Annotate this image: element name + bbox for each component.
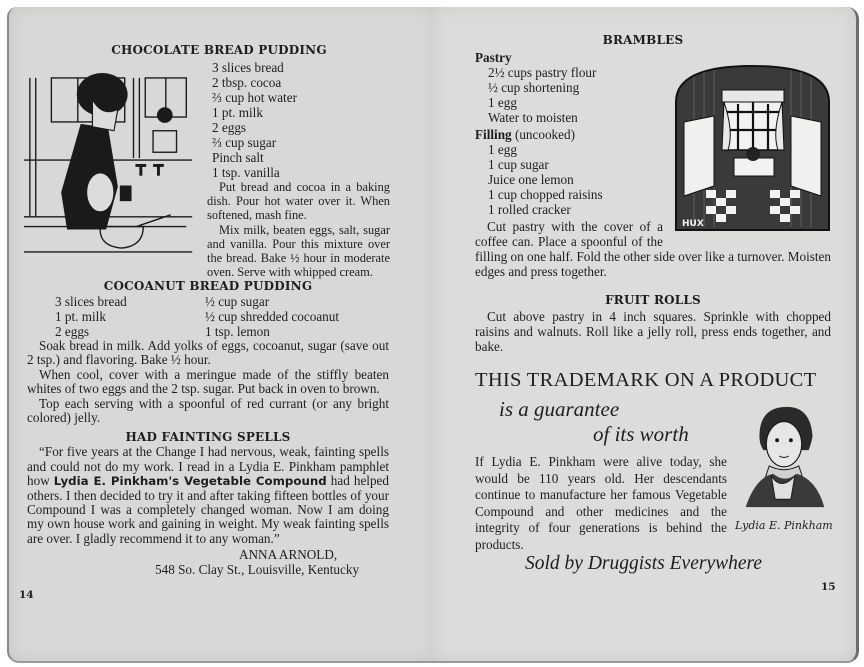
direction-paragraph: Top each serving with a spoonful of red currant (or any bright colored) jelly. bbox=[27, 395, 389, 426]
ingredient: 1 cup sugar bbox=[488, 157, 549, 172]
filling-note: (uncooked) bbox=[514, 127, 575, 142]
direction-paragraph: Put bread and cocoa in a baking dish. Pour hot water over it. When softened, mash fine. bbox=[207, 180, 390, 223]
chocolate-pudding-ingredients bbox=[207, 60, 390, 180]
filling-label: Filling bbox=[475, 127, 512, 142]
ingredient: 1 cup chopped raisins bbox=[488, 187, 603, 202]
cocoanut-ingredients-col2 bbox=[205, 294, 339, 339]
testimonial-text-part: “For five years at the Change I had nervous, weak, fainting spells and could not do my work. I read in a Lydia E. Pinkham pamphlet how bbox=[27, 444, 389, 489]
ingredient: ½ cup sugar bbox=[205, 294, 270, 309]
illustration-credit: HUX bbox=[682, 219, 704, 229]
chocolate-pudding-title: CHOCOLATE BREAD PUDDING bbox=[111, 43, 327, 57]
ingredient: Juice one lemon bbox=[488, 172, 574, 187]
ingredient: 3 slices bread bbox=[55, 294, 127, 309]
testimonial-text bbox=[27, 445, 389, 546]
ingredient: ⅔ cup hot water bbox=[212, 90, 297, 105]
left-lower-column bbox=[27, 279, 389, 577]
ingredient: Water to moisten bbox=[488, 110, 578, 125]
ingredient: 1 tsp. vanilla bbox=[212, 165, 280, 180]
cocoanut-pudding-title: COCOANUT BREAD PUDDING bbox=[103, 279, 313, 293]
page-number-right: 15 bbox=[821, 581, 836, 593]
ingredient: 2½ cups pastry flour bbox=[488, 65, 597, 80]
ad-headline: THIS TRADEMARK ON A PRODUCT bbox=[475, 369, 817, 391]
ad-tagline-2: of its worth bbox=[593, 422, 689, 446]
ingredient: 1 egg bbox=[488, 95, 517, 110]
woman-pouring-illustration bbox=[24, 69, 200, 257]
brambles-directions: Cut pastry with the cover of a coffee can. Place a spoonful of the filling on one half. Fold the other side over like a turnover. Moisten edges and press together. bbox=[475, 219, 831, 279]
ingredient: 1 pt. milk bbox=[55, 309, 106, 324]
lydia-pinkham-signature: Lydia E. Pinkham bbox=[735, 519, 833, 532]
testimonial-signature-name: ANNA ARNOLD, bbox=[239, 547, 338, 563]
right-page bbox=[433, 7, 859, 663]
pastry-label: Pastry bbox=[475, 50, 512, 65]
ingredient: 3 slices bread bbox=[212, 60, 284, 75]
chocolate-pudding-column bbox=[207, 60, 390, 279]
breakfast-nook-illustration bbox=[674, 62, 831, 232]
open-booklet bbox=[7, 7, 858, 661]
chocolate-pudding-directions bbox=[207, 180, 390, 279]
page-number-left: 14 bbox=[19, 589, 34, 601]
ingredient: ½ cup shortening bbox=[488, 80, 580, 95]
fruit-rolls-title: FRUIT ROLLS bbox=[605, 293, 701, 307]
ingredient: 1 tsp. lemon bbox=[205, 324, 270, 339]
product-name: Lydia E. Pinkham's Vegetable Compound bbox=[53, 474, 327, 489]
ingredient: 2 tbsp. cocoa bbox=[212, 75, 282, 90]
ingredient: 1 pt. milk bbox=[212, 105, 263, 120]
ad-footer: Sold by Druggists Everywhere bbox=[525, 553, 763, 574]
ad-body: If Lydia E. Pinkham were alive today, she would be 110 years old. Her descendants continue to manufacture her famous Vegetable Compound and other medicines and the integrity of four generations is behind the products. bbox=[475, 454, 727, 552]
testimonial-title: HAD FAINTING SPELLS bbox=[125, 430, 291, 445]
fruit-rolls-directions: Cut above pastry in 4 inch squares. Sprinkle with chopped raisins and walnuts. Roll like a jelly roll, press ends together, and bake. bbox=[475, 309, 831, 354]
left-page bbox=[7, 7, 435, 663]
ingredient: ⅔ cup sugar bbox=[212, 135, 277, 150]
direction-paragraph: Soak bread in milk. Add yolks of eggs, cocoanut, sugar (save out 2 tsp.) and flavoring. Bake ½ hour. bbox=[27, 338, 389, 368]
ad-tagline-1: is a guarantee bbox=[499, 397, 620, 421]
testimonial-signature-address: 548 So. Clay St., Louisville, Kentucky bbox=[155, 562, 360, 578]
ingredient: 2 eggs bbox=[212, 120, 247, 135]
brambles-title: BRAMBLES bbox=[602, 33, 684, 47]
ingredient: 1 rolled cracker bbox=[488, 202, 571, 217]
ingredient: Pinch salt bbox=[212, 150, 264, 165]
ingredient: 1 egg bbox=[488, 142, 517, 157]
direction-paragraph: When cool, cover with a meringue made of the stiffly beaten whites of two eggs and the 2 tsp. sugar. Put back in oven to brown. bbox=[27, 366, 389, 397]
ingredient: 2 eggs bbox=[55, 324, 90, 339]
cocoanut-pudding-directions bbox=[27, 339, 389, 425]
direction-paragraph: Mix milk, beaten eggs, salt, sugar and vanilla. Pour this mixture over the bread. Bake ½ hour in moderate oven. Serve with whipped cream. bbox=[207, 222, 390, 280]
testimonial-text-part: had helped others. I then decided to try it and after taking fifteen bottles of your Compound I was a completely changed woman. Now I am doing my own house work and gaining in weight. My weak fainting spells are over. I gladly recommend it to any woman.” bbox=[27, 473, 389, 546]
cocoanut-ingredients-col1 bbox=[27, 294, 205, 339]
cocoanut-ingredients bbox=[27, 294, 389, 339]
ingredient: ½ cup shredded cocoanut bbox=[205, 309, 340, 324]
lydia-pinkham-portrait bbox=[739, 397, 829, 515]
